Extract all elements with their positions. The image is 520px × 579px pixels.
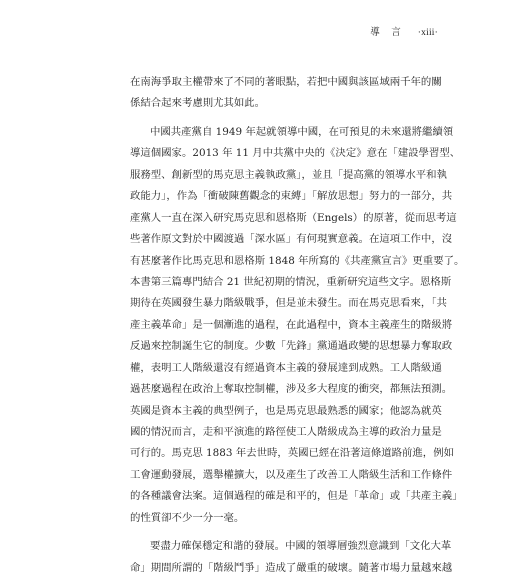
running-header: [370, 24, 438, 38]
text-line: 反過來控制誕生它的制度。少數「先鋒」黨通過政變的思想暴力奪取政: [130, 340, 453, 353]
text-line: 導這個國家。2013 年 11 月中共黨中央的《決定》意在「建設學習型、: [130, 147, 461, 160]
text-line: 些著作原文對於中國渡過「深水區」有何現實意義。在這項工作中，沒: [130, 233, 453, 246]
text-line: 權，表明工人階級還沒有經過資本主義的發展達到成熟。工人階級通: [130, 361, 442, 374]
text-line: 服務型、創新型的馬克思主義執政黨」，並且「提高黨的領導水平和執: [130, 168, 447, 181]
paragraph: [130, 122, 465, 529]
text-line: 的各種議會法案。這個過程的確是和平的，但是「革命」或「共產主義」: [130, 490, 463, 503]
paragraph: [130, 536, 453, 579]
paragraph-gap: [130, 115, 414, 122]
body-text: [130, 72, 465, 579]
text-line: 可行的。馬克思 1883 年去世時，英國已經在沿著這條道路前進，例如: [130, 447, 454, 460]
text-line: 過甚麼過程在政治上奪取控制權，涉及多大程度的衝突，都無法預測。: [130, 383, 453, 396]
text-line: 政能力」，作為「衝破陳舊觀念的束縛」「解放思想」努力的一部分，共: [130, 190, 453, 203]
text-line: 要盡力確保穩定和諧的發展。中國的領導層強烈意識到「文化大革: [150, 540, 452, 553]
text-line: 國的情況而言，走和平演進的路徑使工人階級成為主導的政治力量是: [130, 426, 442, 438]
text-line: 產主義革命」是一個漸進的過程，在此過程中，資本主義產生的階級將: [130, 318, 453, 331]
text-line: 工會運動發展，選舉權擴大，以及產生了改善工人階級生活和工作條件: [130, 468, 453, 481]
text-line: 期待在英國發生暴力階級戰爭，但是並未發生。而在馬克思看來，「共: [130, 297, 447, 310]
text-line: 有甚麼著作比馬克思和恩格斯 1848 年所寫的《共產黨宣言》更重要了。: [130, 254, 465, 267]
text-line: 英國是資本主義的典型例子，也是馬克思最熟悉的國家；他認為就英: [130, 404, 442, 417]
text-line: 產黨人一直在深入研究馬克思和恩格斯（Engels）的原著，從而思考這: [130, 211, 457, 224]
text-line: 中國共產黨自 1949 年起就領導中國，在可預見的未來還將繼續領: [150, 125, 454, 138]
text-line: 本書第三篇專門結合 21 世紀初期的情況，重新研究這些文字。恩格斯: [130, 275, 452, 288]
page-number: ·xiii·: [417, 28, 438, 38]
paragraph: [130, 72, 442, 115]
paragraph-gap: [130, 529, 414, 536]
running-header-title: 導 言: [370, 27, 402, 38]
text-line: 係結合起來考慮則尤其如此。: [130, 97, 266, 110]
text-line: 命」期間所謂的「階級鬥爭」造成了嚴重的破壞。隨著市場力量越來越: [130, 561, 453, 574]
text-line: 的性質卻不少一分一毫。: [130, 511, 245, 524]
text-line: 在南海爭取主權帶來了不同的著眼點，若把中國與該區域兩千年的關: [130, 76, 442, 88]
